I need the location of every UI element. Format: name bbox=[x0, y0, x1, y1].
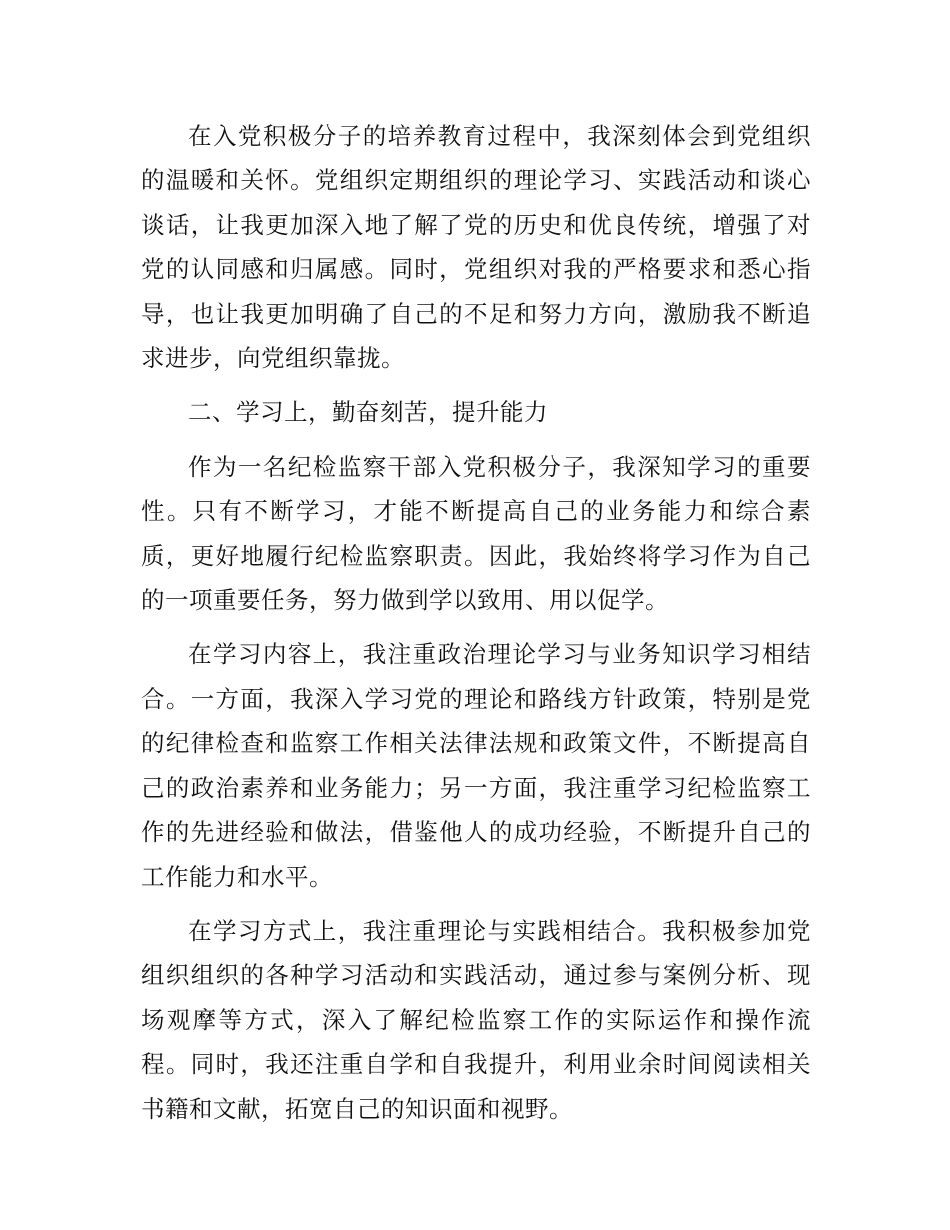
paragraph-study-method: 在学习方式上，我注重理论与实践相结合。我积极参加党组织组织的各种学习活动和实践活动，通过参与案例分析、现场观摩等方式，深入了解纪检监察工作的实际运作和操作流程。同时，我还注重自学和自我提升，利用业余时间阅读相关书籍和文献，拓宽自己的知识面和视野。 bbox=[141, 916, 811, 1123]
document-page bbox=[141, 114, 811, 1141]
paragraph-party-experience: 在入党积极分子的培养教育过程中，我深刻体会到党组织的温暖和关怀。党组织定期组织的理论学习、实践活动和谈心谈话，让我更加深入地了解了党的历史和优良传统，增强了对党的认同感和归属感。同时，党组织对我的严格要求和悉心指导，也让我更加明确了自己的不足和努力方向，激励我不断追求进步，向党组织靠拢。 bbox=[141, 122, 811, 373]
paragraph-study-importance: 作为一名纪检监察干部入党积极分子，我深知学习的重要性。只有不断学习，才能不断提高自己的业务能力和综合素质，更好地履行纪检监察职责。因此，我始终将学习作为自己的一项重要任务，努力做到学以致用、用以促学。 bbox=[141, 452, 811, 615]
section-heading-study: 二、学习上，勤奋刻苦，提升能力 bbox=[188, 398, 548, 427]
paragraph-study-content: 在学习内容上，我注重政治理论学习与业务知识学习相结合。一方面，我深入学习党的理论和路线方针政策，特别是党的纪律检查和监察工作相关法律法规和政策文件，不断提高自己的政治素养和业务能力；另一方面，我注重学习纪检监察工作的先进经验和做法，借鉴他人的成功经验，不断提升自己的工作能力和水平。 bbox=[141, 640, 811, 891]
